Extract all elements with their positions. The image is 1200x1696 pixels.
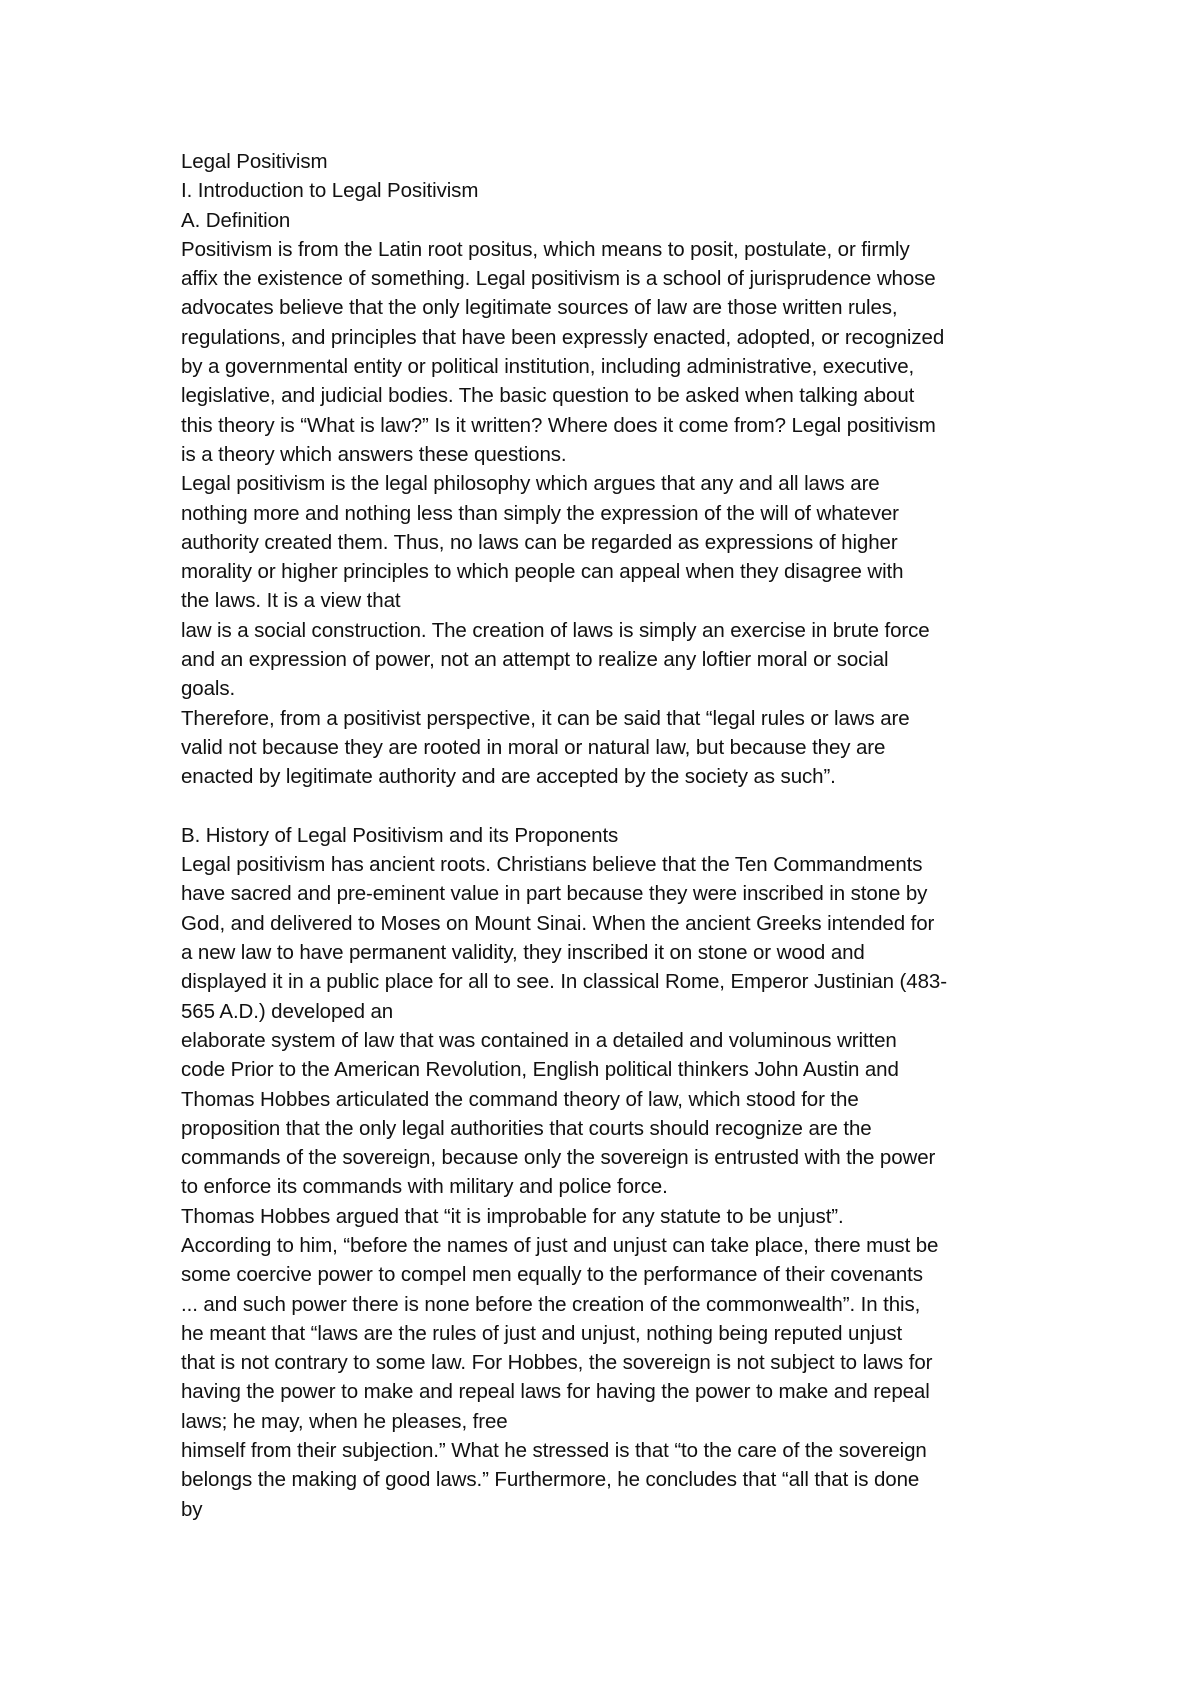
paragraph-line: enacted by legitimate authority and are accepted by the society as such”. <box>181 765 836 789</box>
paragraph-line: commands of the sovereign, because only the sovereign is entrusted with the power <box>181 1146 936 1170</box>
paragraph-line: goals. <box>181 677 236 701</box>
paragraph-line: valid not because they are rooted in moral or natural law, but because they are <box>181 735 886 759</box>
paragraph-line: Legal positivism has ancient roots. Christians believe that the Ten Commandments <box>181 853 923 877</box>
subsection-heading: A. Definition <box>181 208 291 232</box>
paragraph-line: is a theory which answers these questions. <box>181 442 567 466</box>
paragraph-line: the laws. It is a view that <box>181 589 401 613</box>
paragraph-line: belongs the making of good laws.” Furthermore, he concludes that “all that is done <box>181 1468 920 1492</box>
paragraph-line: that is not contrary to some law. For Hobbes, the sovereign is not subject to laws for <box>181 1351 933 1375</box>
paragraph <box>181 1436 1041 1524</box>
paragraph-line: having the power to make and repeal laws for having the power to make and repeal <box>181 1380 930 1404</box>
paragraph-line: God, and delivered to Moses on Mount Sinai. When the ancient Greeks intended for <box>181 911 935 935</box>
paragraph-line: code Prior to the American Revolution, English political thinkers John Austin and <box>181 1058 899 1082</box>
paragraph <box>181 1026 1041 1202</box>
document-body <box>181 147 1041 1524</box>
paragraph-line: ... and such power there is none before the creation of the commonwealth”. In this, <box>181 1292 921 1316</box>
paragraph <box>181 704 1041 792</box>
paragraph <box>181 469 1041 615</box>
paragraph-line: Thomas Hobbes articulated the command theory of law, which stood for the <box>181 1087 859 1111</box>
paragraph-line: some coercive power to compel men equally to the performance of their covenants <box>181 1263 923 1287</box>
paragraph-line: and an expression of power, not an attempt to realize any loftier moral or social <box>181 648 889 672</box>
paragraph-line: to enforce its commands with military and police force. <box>181 1175 668 1199</box>
paragraph-line: authority created them. Thus, no laws can be regarded as expressions of higher <box>181 530 898 554</box>
paragraph-line: by a governmental entity or political institution, including administrative, executive, <box>181 355 915 379</box>
paragraph-line: law is a social construction. The creation of laws is simply an exercise in brute force <box>181 618 930 642</box>
paragraph-line: this theory is “What is law?” Is it written? Where does it come from? Legal positivism <box>181 413 936 437</box>
paragraph-line: nothing more and nothing less than simply the expression of the will of whatever <box>181 501 899 525</box>
section-heading: I. Introduction to Legal Positivism <box>181 179 479 203</box>
paragraph <box>181 1202 1041 1436</box>
paragraph-line: affix the existence of something. Legal positivism is a school of jurisprudence whose <box>181 267 936 291</box>
paragraph-line: 565 A.D.) developed an <box>181 999 394 1023</box>
paragraph-line: he meant that “laws are the rules of just and unjust, nothing being reputed unjust <box>181 1321 903 1345</box>
paragraph-line: Positivism is from the Latin root positus, which means to posit, postulate, or firmly <box>181 237 910 261</box>
paragraph-line: morality or higher principles to which people can appeal when they disagree with <box>181 560 904 584</box>
paragraph-line: a new law to have permanent validity, they inscribed it on stone or wood and <box>181 941 865 965</box>
paragraph <box>181 616 1041 704</box>
subsection-heading: B. History of Legal Positivism and its Proponents <box>181 823 619 847</box>
paragraph-line: himself from their subjection.” What he stressed is that “to the care of the sovereign <box>181 1439 927 1463</box>
paragraph-line: Thomas Hobbes argued that “it is improbable for any statute to be unjust”. <box>181 1204 844 1228</box>
paragraph <box>181 850 1041 1026</box>
paragraph-line: displayed it in a public place for all to see. In classical Rome, Emperor Justinian (483- <box>181 970 947 994</box>
paragraph-line: According to him, “before the names of just and unjust can take place, there must be <box>181 1233 939 1257</box>
paragraph-line: elaborate system of law that was contained in a detailed and voluminous written <box>181 1028 897 1052</box>
paragraph-line: advocates believe that the only legitimate sources of law are those written rules, <box>181 296 898 320</box>
paragraph-line: by <box>181 1497 203 1521</box>
paragraph-line: Legal positivism is the legal philosophy which argues that any and all laws are <box>181 472 880 496</box>
paragraph-line: regulations, and principles that have been expressly enacted, adopted, or recognized <box>181 325 945 349</box>
paragraph <box>181 235 1041 469</box>
paragraph-line: laws; he may, when he pleases, free <box>181 1409 508 1433</box>
blank-line <box>181 792 1041 821</box>
paragraph-line: proposition that the only legal authorities that courts should recognize are the <box>181 1116 872 1140</box>
paragraph-line: have sacred and pre-eminent value in part because they were inscribed in stone by <box>181 882 928 906</box>
paragraph-line: Therefore, from a positivist perspective, it can be said that “legal rules or laws are <box>181 706 910 730</box>
paragraph-line: legislative, and judicial bodies. The basic question to be asked when talking about <box>181 384 915 408</box>
document-title: Legal Positivism <box>181 150 328 173</box>
